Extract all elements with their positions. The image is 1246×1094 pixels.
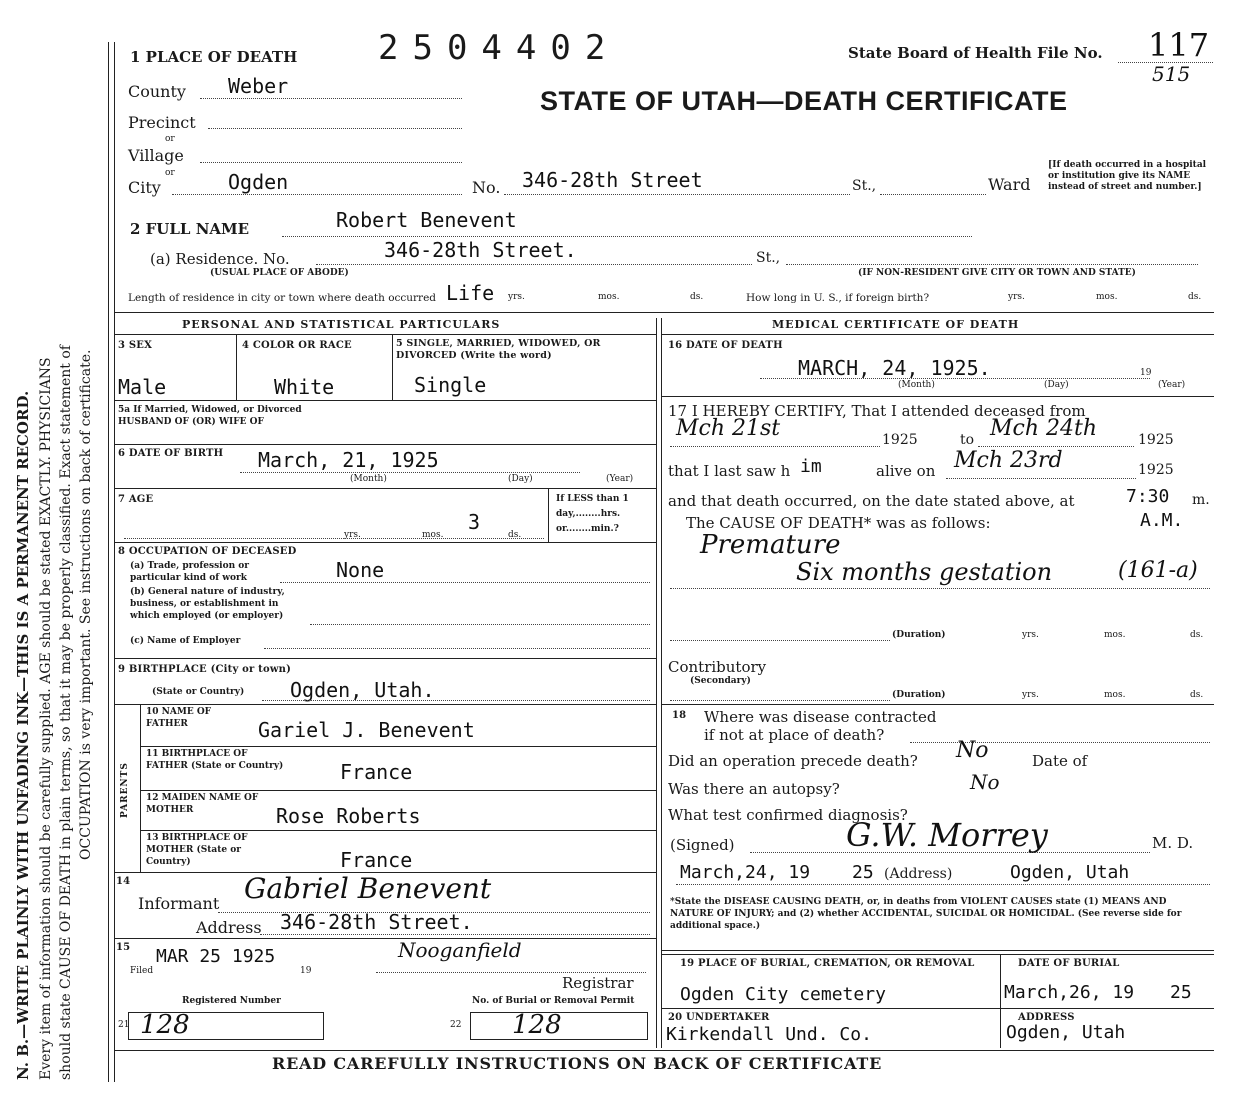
personal-heading: PERSONAL AND STATISTICAL PARTICULARS [182, 318, 501, 331]
filed-date-stamp: MAR 25 1925 [156, 946, 276, 967]
ward-label: Ward [988, 175, 1031, 194]
certify-statement: 17 I HEREBY CERTIFY, That I attended deceased from [668, 402, 1086, 420]
full-name-label: 2 FULL NAME [130, 220, 250, 238]
residence-label: (a) Residence. No. [150, 250, 290, 268]
footer-instructions: READ CAREFULLY INSTRUCTIONS ON BACK OF CERTIFICATE [272, 1054, 883, 1073]
ward-note: [If death occurred in a hospital or institution give its NAME instead of street and number.] [1048, 160, 1207, 192]
center-divider-inner [661, 318, 662, 1048]
file-no: 117 [1148, 26, 1210, 64]
informant-address-label: Address [196, 918, 262, 937]
occupation-value: None [336, 558, 385, 582]
medical-heading: MEDICAL CERTIFICATE OF DEATH [772, 318, 1020, 331]
file-no-sub: 515 [1152, 62, 1191, 86]
street-value: 346-28th Street [522, 168, 703, 192]
undertaker-value: Kirkendall Und. Co. [666, 1024, 872, 1045]
informant-label: Informant [138, 894, 220, 913]
informant-signature: Gabriel Benevent [244, 872, 492, 905]
mother-name-value: Rose Roberts [276, 804, 421, 828]
dob-value: March, 21, 1925 [258, 448, 439, 472]
parents-label: PARENTS [120, 762, 130, 818]
time-of-death: 7:30 [1126, 486, 1170, 507]
side-note-line3: should state CAUSE OF DEATH in plain terms, so that it may be properly classified. Exact statement of [58, 345, 74, 1080]
mother-birthplace-value: France [340, 848, 413, 872]
contributory-label: Contributory [668, 658, 767, 676]
physician-address: Ogden, Utah [1010, 862, 1130, 883]
father-name-value: Gariel J. Benevent [258, 718, 475, 742]
certificate-title: STATE OF UTAH—DEATH CERTIFICATE [540, 86, 1068, 116]
center-divider [656, 318, 657, 1048]
burial-date-value: March,26, 19 [1004, 982, 1135, 1003]
county-label: County [128, 82, 186, 101]
left-border-inner [114, 42, 115, 1082]
burial-permit-value: 128 [512, 1010, 562, 1040]
cause-of-death-line2: Six months gestation [796, 558, 1053, 586]
left-border [108, 42, 109, 1082]
file-no-label: State Board of Health File No. [848, 44, 1103, 62]
informant-address-value: 346-28th Street. [280, 910, 473, 934]
marital-value: Single [414, 373, 487, 397]
footnote: *State the DISEASE CAUSING DEATH, or, in deaths from VIOLENT CAUSES state (1) MEANS AND NATURE OF INJURY; and (2) whether ACCIDENTAL, SUICIDAL OR HOMICIDAL. (See reverse side for additional space.) [670, 897, 1182, 931]
date-of-death-value: MARCH, 24, 1925. [798, 356, 991, 380]
burial-place-value: Ogden City cemetery [680, 984, 886, 1005]
city-label: City [128, 178, 161, 197]
registered-number-value: 128 [140, 1010, 190, 1040]
no-label: No. [472, 178, 501, 197]
cause-of-death-code: (161-a) [1118, 558, 1198, 583]
attended-to-date: Mch 24th [990, 416, 1098, 441]
signed-date: March,24, 19 [680, 862, 811, 883]
side-note-line2: Every item of information should be carefully supplied. AGE should be stated EXACTLY. PHYSICIANS [38, 357, 54, 1080]
city-value: Ogden [228, 170, 289, 194]
cause-of-death-line1: Premature [700, 530, 841, 560]
county-value: Weber [228, 74, 289, 98]
place-of-death-label: 1 PLACE OF DEATH [130, 48, 298, 66]
bottom-border [114, 1050, 1214, 1051]
side-note-line1: N. B.—WRITE PLAINLY WITH UNFADING INK—THIS IS A PERMANENT RECORD. [14, 390, 32, 1080]
precinct-label: Precinct [128, 113, 196, 132]
length-residence-value: Life [446, 281, 495, 305]
race-value: White [274, 375, 335, 399]
attended-from-date: Mch 21st [676, 416, 781, 441]
age-days-value: 3 [468, 510, 481, 534]
birthplace-value: Ogden, Utah. [290, 678, 435, 702]
autopsy-answer: No [970, 770, 1000, 794]
last-seen-date: Mch 23rd [954, 448, 1063, 473]
undertaker-address-value: Ogden, Utah [1006, 1022, 1126, 1043]
side-note-line4: OCCUPATION is very important. See instructions on back of certificate. [78, 349, 94, 860]
full-name-value: Robert Benevent [336, 208, 517, 232]
father-birthplace-value: France [340, 760, 413, 784]
operation-answer: No [956, 738, 989, 763]
registrar-label: Registrar [562, 974, 634, 992]
sex-value: Male [118, 375, 167, 399]
section-divider [114, 312, 1214, 313]
registrar-signature: Nooganfield [398, 938, 522, 962]
physician-signature: G.W. Morrey [846, 816, 1048, 854]
certificate-number: 2504402 [378, 28, 620, 68]
residence-value: 346-28th Street. [384, 238, 577, 262]
village-label: Village [128, 146, 184, 165]
length-residence-label: Length of residence in city or town where death occurred [128, 292, 437, 304]
